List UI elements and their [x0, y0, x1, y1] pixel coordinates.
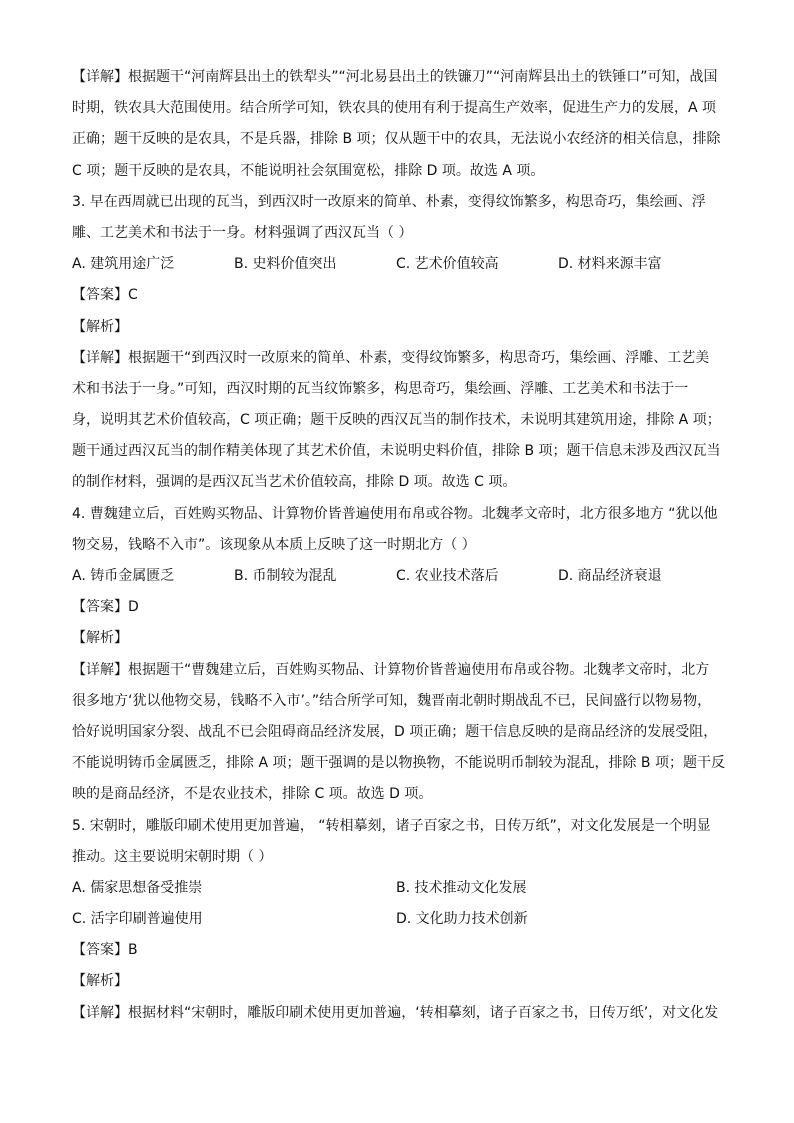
text-line: 【详解】根据题干“河南辉县出土的铁犁头”“河北易县出土的铁镰刀”“河南辉县出土的铁锤口”可知，战国 [72, 69, 718, 85]
option-b: B. 技术推动文化发展 [396, 879, 527, 896]
q2-detail [72, 62, 724, 187]
option-c: C. 艺术价值较高 [396, 256, 499, 273]
option-c: C. 农业技术落后 [396, 568, 499, 584]
document-page [72, 62, 724, 1029]
option-b: B. 币制较为混乱 [234, 568, 337, 584]
text-line: 恰好说明国家分裂、战乱不已会阻碍商品经济发展，D 项正确；题干信息反映的是商品经济的发展受阻， [72, 723, 718, 740]
question-4 [72, 499, 724, 811]
text-line: C 项；题干反映的是农具，不能说明社会氛围宽松，排除 D 项。故选 A 项。 [72, 162, 545, 179]
question-stem: 推动。这主要说明宋朝时期（ ） [72, 848, 273, 865]
options-row [72, 904, 724, 935]
question-3 [72, 187, 724, 499]
option-a: A. 建筑用途广泛 [72, 256, 175, 273]
text-line: 身，说明其艺术价值较高，C 项正确；题干反映的西汉瓦当的制作技术，未说明其建筑用途，排除 A 项； [72, 412, 721, 429]
question-stem: 3. 早在西周就已出现的瓦当，到西汉时一改原来的简单、朴素，变得纹饰繁多，构思奇巧，集绘画、浮 [72, 193, 706, 210]
question-stem: 物交易，钱略不入市”。该现象从本质上反映了这一时期北方（ ） [72, 536, 476, 553]
text-line: 正确；题干反映的是农具，不是兵器，排除 B 项；仅从题干中的农具，无法说小农经济的相关信息，排除 [72, 131, 721, 148]
options-row [72, 873, 724, 904]
question-stem: 雕、工艺美术和书法于一身。材料强调了西汉瓦当（ ） [72, 224, 413, 241]
text-line: 【详解】根据题干“曹魏建立后，百姓购买物品、计算物价皆普遍使用布帛或谷物。北魏孝文帝时，北方 [72, 661, 710, 678]
option-c: C. 活字印刷普遍使用 [72, 911, 203, 928]
question-stem: 5. 宋朝时，雕版印刷术使用更加普遍， “转相摹刻，诸子百家之书，日传万纸”，对文化发展是一个明显 [72, 817, 711, 834]
text-line: 【详解】根据题干“到西汉时一改原来的简单、朴素，变得纹饰繁多，构思奇巧，集绘画、浮雕、工艺美 [72, 349, 710, 366]
analysis-label: 【解析】 [72, 630, 128, 647]
question-stem: 4. 曹魏建立后，百姓购买物品、计算物价皆普遍使用布帛或谷物。北魏孝文帝时，北方很多地方 “犹以他 [72, 505, 718, 522]
text-line: 不能说明铸币金属匮乏，排除 A 项；题干强调的是以物换物，不能说明币制较为混乱，排除 B 项；题干反 [72, 755, 725, 772]
answer-label: 【答案】B [72, 942, 138, 959]
answer-label: 【答案】C [72, 287, 138, 304]
options-row [72, 249, 724, 280]
option-a: A. 铸币金属匮乏 [72, 568, 175, 584]
option-b: B. 史料价值突出 [234, 256, 337, 273]
options-row [72, 561, 724, 592]
option-d: D. 商品经济衰退 [558, 568, 662, 584]
text-line: 术和书法于一身。”可知，西汉时期的瓦当纹饰繁多，构思奇巧，集绘画、浮雕、工艺美术和书法于一 [72, 380, 689, 397]
analysis-label: 【解析】 [72, 973, 128, 990]
analysis-label: 【解析】 [72, 318, 128, 335]
answer-label: 【答案】D [72, 599, 139, 616]
question-5 [72, 811, 724, 1029]
option-a: A. 儒家思想备受推崇 [72, 879, 203, 896]
text-line: 映的是商品经济，不是农业技术，排除 C 项。故选 D 项。 [72, 786, 433, 803]
text-line: 时期，铁农具大范围使用。结合所学可知，铁农具的使用有利于提高生产效率，促进生产力的发展，A 项 [72, 100, 717, 117]
text-line: 很多地方‘犹以他物交易，钱略不入市’。”结合所学可知，魏晋南北朝时期战乱不已，民间盛行以物易物， [72, 692, 712, 709]
text-line: 【详解】根据材料“宋朝时，雕版印刷术使用更加普遍，‘转相摹刻，诸子百家之书，日传万纸’，对文化发 [72, 1004, 719, 1021]
option-d: D. 文化助力技术创新 [396, 911, 528, 928]
option-d: D. 材料来源丰富 [558, 256, 662, 273]
text-line: 题干通过西汉瓦当的制作精美体现了其艺术价值，未说明史料价值，排除 B 项；题干信息未涉及西汉瓦当 [72, 443, 721, 460]
text-line: 的制作材料，强调的是西汉瓦当艺术价值较高，排除 D 项。故选 C 项。 [72, 474, 517, 491]
